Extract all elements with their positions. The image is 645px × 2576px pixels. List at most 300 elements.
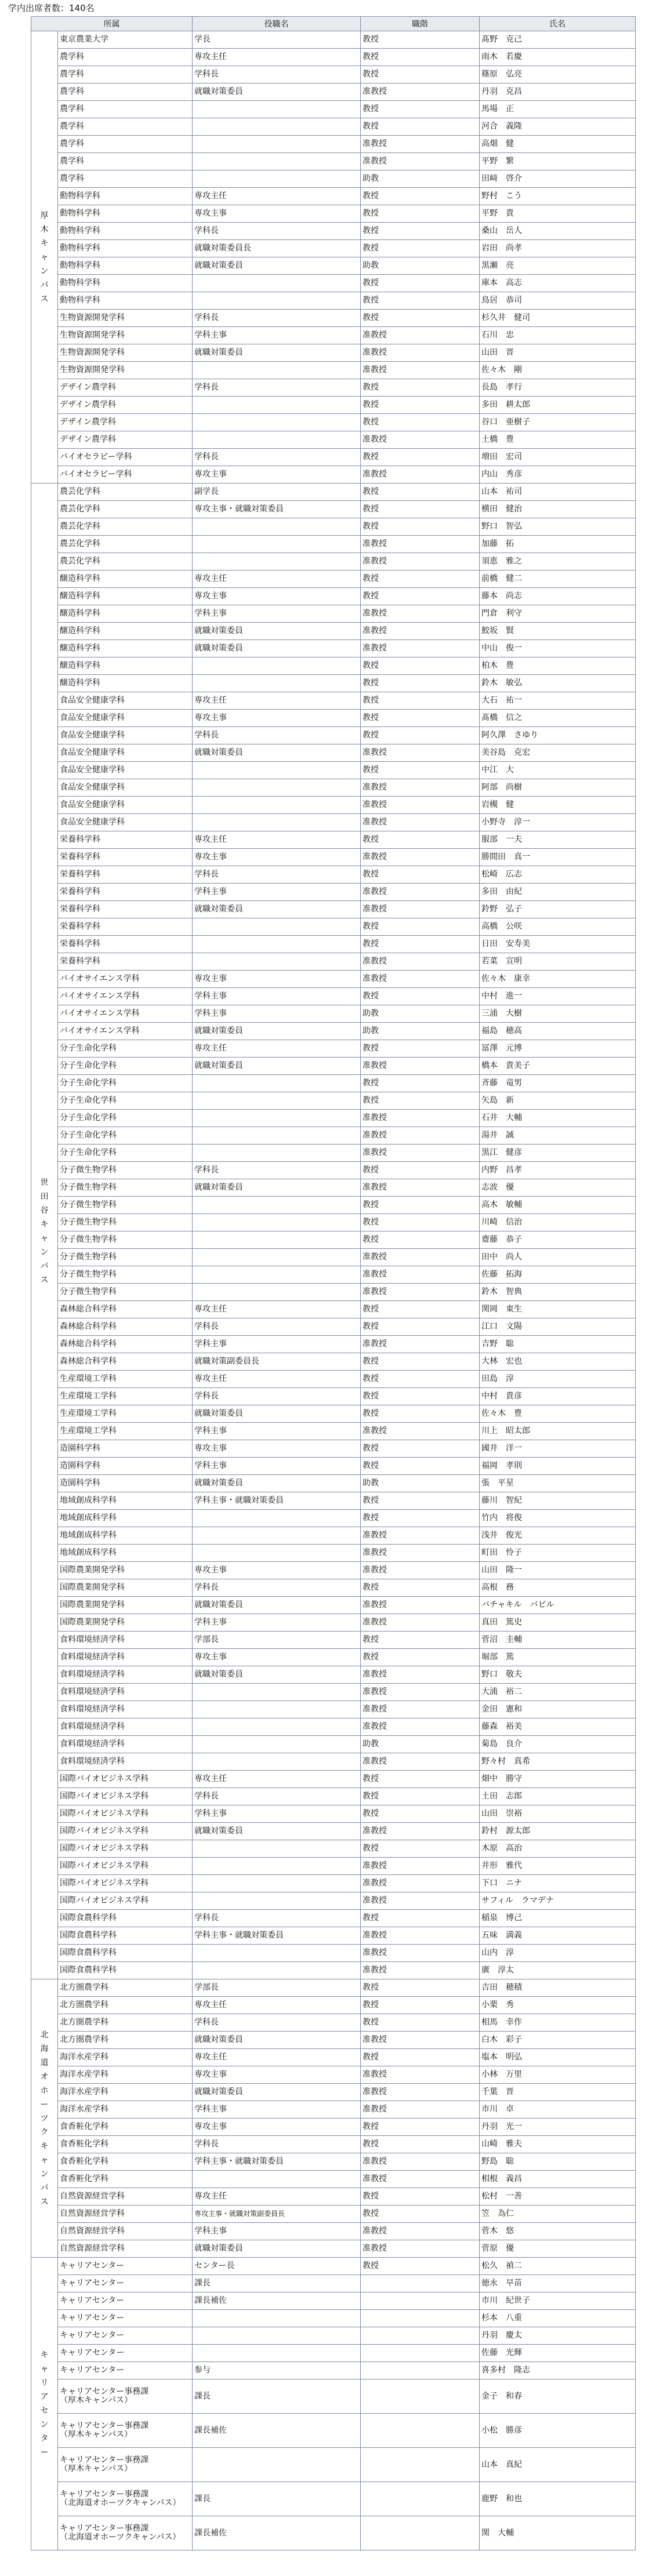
rank-cell: 教授 <box>361 205 480 223</box>
title-cell <box>193 2171 361 2188</box>
title-cell <box>193 275 361 292</box>
rank-cell: 准教授 <box>361 1718 480 1736</box>
table-body <box>31 31 636 2550</box>
name-cell: 中江 大 <box>480 762 636 779</box>
name-cell: 吉野 聡 <box>480 1336 636 1353</box>
rank-cell: 教授 <box>361 1231 480 1249</box>
name-cell: 湯井 誠 <box>480 1127 636 1145</box>
name-cell: 杉久井 健司 <box>480 310 636 327</box>
title-cell <box>193 1127 361 1145</box>
title-cell: 学科主事 <box>193 1458 361 1475</box>
table-row <box>31 1858 636 1875</box>
rank-cell: 准教授 <box>361 640 480 657</box>
department-cell: バイオサイエンス学科 <box>58 988 193 1005</box>
department-line: キャリアセンター事務課 <box>60 2455 149 2465</box>
rank-cell: 教授 <box>361 657 480 675</box>
campus-group-cell <box>31 2258 58 2550</box>
table-row <box>31 1962 636 1979</box>
name-cell: 丹羽 克昌 <box>480 83 636 101</box>
department-cell: バイオサイエンス学科 <box>58 1005 193 1023</box>
table-row <box>31 1927 636 1945</box>
table-row <box>31 2032 636 2049</box>
campus-group-label: 北海道オホーツクキャンパス <box>40 2030 49 2207</box>
title-cell: 就職対策委員長 <box>193 240 361 257</box>
department-cell: 分子微生物学科 <box>58 1231 193 1249</box>
department-cell: 食料環境経済学科 <box>58 1701 193 1718</box>
name-cell: 山田 隆一 <box>480 1562 636 1579</box>
name-cell: 土橋 豊 <box>480 431 636 449</box>
department-cell: 地域創成科学科 <box>58 1545 193 1562</box>
table-row <box>31 257 636 275</box>
title-cell: 就職対策委員 <box>193 344 361 362</box>
rank-cell: 教授 <box>361 2014 480 2032</box>
rank-cell: 准教授 <box>361 2066 480 2084</box>
department-cell: 分子生命化学科 <box>58 1145 193 1162</box>
table-row <box>31 831 636 849</box>
table-row <box>31 2136 636 2153</box>
department-cell: 分子生命化学科 <box>58 1040 193 1058</box>
department-cell: 分子微生物学科 <box>58 1197 193 1214</box>
department-cell: 醸造科学科 <box>58 605 193 623</box>
name-cell: 大林 宏也 <box>480 1353 636 1371</box>
department-cell: 農芸化学科 <box>58 553 193 571</box>
table-row <box>31 118 636 136</box>
title-cell: 学科長 <box>193 1388 361 1405</box>
table-row <box>31 571 636 588</box>
department-cell: 動物科学科 <box>58 275 193 292</box>
department-cell: 分子微生物学科 <box>58 1266 193 1284</box>
name-cell: 黒江 健彦 <box>480 1145 636 1162</box>
title-cell: センター長 <box>193 2258 361 2275</box>
name-cell: 中山 俊一 <box>480 640 636 657</box>
name-cell: 野口 智弘 <box>480 518 636 536</box>
title-cell: 専攻主任 <box>193 1371 361 1388</box>
department-cell: 自然資源経営学科 <box>58 2240 193 2258</box>
table-row <box>31 814 636 831</box>
rank-cell: 教授 <box>361 188 480 205</box>
table-row <box>31 1579 636 1597</box>
rank-cell <box>361 2379 480 2414</box>
table-row <box>31 1023 636 1040</box>
department-line: （厚木キャンパス） <box>60 2464 133 2473</box>
table-row <box>31 2101 636 2119</box>
table-row <box>31 849 636 866</box>
name-cell: 前橋 健二 <box>480 571 636 588</box>
rank-cell: 教授 <box>361 1492 480 1510</box>
department-cell: 農学科 <box>58 83 193 101</box>
department-cell: 分子生命化学科 <box>58 1127 193 1145</box>
department-cell: 分子生命化学科 <box>58 1092 193 1110</box>
rank-cell: 准教授 <box>361 1945 480 1962</box>
department-cell: 分子生命化学科 <box>58 1075 193 1092</box>
department-cell: 生物資源開発学科 <box>58 310 193 327</box>
department-cell: 農芸化学科 <box>58 536 193 553</box>
department-cell: 栄養科学科 <box>58 849 193 866</box>
title-cell <box>193 1701 361 1718</box>
campus-group-cell <box>31 484 58 1979</box>
department-cell: 海洋水産学科 <box>58 2049 193 2066</box>
department-cell: 生産環境工学科 <box>58 1423 193 1440</box>
department-cell: 食品安全健康学科 <box>58 692 193 710</box>
rank-cell: 准教授 <box>361 814 480 831</box>
title-cell: 学科長 <box>193 379 361 397</box>
rank-cell <box>361 2482 480 2516</box>
department-cell: 食品安全健康学科 <box>58 762 193 779</box>
title-cell <box>193 1214 361 1231</box>
title-cell: 学科長 <box>193 1788 361 1805</box>
name-cell: 岩田 尚孝 <box>480 240 636 257</box>
rank-cell: 教授 <box>361 449 480 466</box>
rank-cell: 助教 <box>361 1475 480 1492</box>
table-row <box>31 170 636 188</box>
title-cell <box>193 136 361 153</box>
department-cell: 栄養科学科 <box>58 918 193 936</box>
table-row <box>31 223 636 240</box>
table-row <box>31 1145 636 1162</box>
table-row <box>31 1371 636 1388</box>
table-row <box>31 1649 636 1666</box>
title-cell: 学科主事・就職対策委員 <box>193 1492 361 1510</box>
title-cell: 学科長 <box>193 1162 361 1179</box>
rank-cell: 教授 <box>361 918 480 936</box>
department-cell: 農学科 <box>58 101 193 118</box>
rank-cell: 教授 <box>361 414 480 431</box>
name-cell: 喜多村 隆志 <box>480 2362 636 2379</box>
name-cell: 畑中 勝守 <box>480 1771 636 1788</box>
department-cell: 食品安全健康学科 <box>58 779 193 797</box>
department-line: （厚木キャンパス） <box>60 2430 133 2439</box>
name-cell: 髙橋 信之 <box>480 710 636 727</box>
name-cell: 大浦 裕二 <box>480 1684 636 1701</box>
rank-cell: 准教授 <box>361 1423 480 1440</box>
department-cell: 醸造科学科 <box>58 588 193 605</box>
name-cell: 菅原 優 <box>480 2240 636 2258</box>
title-cell: 学科長 <box>193 66 361 83</box>
department-cell: 動物科学科 <box>58 240 193 257</box>
table-row <box>31 1231 636 1249</box>
table-row <box>31 1875 636 1892</box>
name-cell: 平野 貴 <box>480 205 636 223</box>
title-cell: 課長補佐 <box>193 2516 361 2550</box>
department-cell: 国際バイオビジネス学科 <box>58 1858 193 1875</box>
department-cell: 動物科学科 <box>58 292 193 310</box>
name-cell: 川崎 信治 <box>480 1214 636 1231</box>
rank-cell: 教授 <box>361 1440 480 1458</box>
name-cell: 横田 健治 <box>480 501 636 518</box>
title-cell: 専攻主事 <box>193 1562 361 1579</box>
name-cell: 相馬 幸作 <box>480 2014 636 2032</box>
name-cell: 野島 聡 <box>480 2153 636 2171</box>
department-cell: 栄養科学科 <box>58 831 193 849</box>
table-row <box>31 205 636 223</box>
name-cell: 志波 優 <box>480 1179 636 1197</box>
table-row <box>31 1162 636 1179</box>
name-cell: 山内 淳 <box>480 1945 636 1962</box>
name-cell: 冨澤 元博 <box>480 1040 636 1058</box>
title-cell: 学科長 <box>193 2014 361 2032</box>
column-header-name: 氏名 <box>480 17 636 31</box>
department-cell: 森林総合科学科 <box>58 1318 193 1336</box>
department-cell: 国際バイオビジネス学科 <box>58 1875 193 1892</box>
name-cell: 鳥居 恭司 <box>480 292 636 310</box>
name-cell: 國井 洋一 <box>480 1440 636 1458</box>
table-row <box>31 1666 636 1684</box>
name-cell: 門倉 利守 <box>480 605 636 623</box>
table-row <box>31 1127 636 1145</box>
name-cell: 山本 真紀 <box>480 2448 636 2482</box>
name-cell: 松久 禎二 <box>480 2258 636 2275</box>
rank-cell: 准教授 <box>361 971 480 988</box>
table-row <box>31 1788 636 1805</box>
name-cell: 藤川 智紀 <box>480 1492 636 1510</box>
department-cell: 動物科学科 <box>58 188 193 205</box>
rank-cell: 准教授 <box>361 623 480 640</box>
rank-cell: 准教授 <box>361 1858 480 1875</box>
rank-cell: 教授 <box>361 710 480 727</box>
title-cell: 副学長 <box>193 484 361 501</box>
title-cell <box>193 1736 361 1753</box>
rank-cell: 准教授 <box>361 1701 480 1718</box>
title-cell: 学科長 <box>193 223 361 240</box>
title-cell <box>193 1145 361 1162</box>
department-line: （厚木キャンパス） <box>60 2396 133 2405</box>
title-cell: 課長補佐 <box>193 2292 361 2310</box>
title-cell: 学科主事・就職対策委員 <box>193 2153 361 2171</box>
title-cell: 就職対策委員 <box>193 744 361 762</box>
rank-cell: 准教授 <box>361 136 480 153</box>
rank-cell: 教授 <box>361 675 480 692</box>
department-cell: 醸造科学科 <box>58 657 193 675</box>
rank-cell: 助教 <box>361 257 480 275</box>
department-cell: 国際食農科学科 <box>58 1910 193 1927</box>
department-cell: 栄養科学科 <box>58 866 193 884</box>
title-cell: 専攻主任 <box>193 1301 361 1318</box>
name-cell: 山田 晋 <box>480 344 636 362</box>
rank-cell <box>361 2414 480 2448</box>
table-row <box>31 2223 636 2240</box>
name-cell: 石井 大輔 <box>480 1110 636 1127</box>
title-cell <box>193 762 361 779</box>
table-row <box>31 2292 636 2310</box>
department-cell: 食料環境経済学科 <box>58 1736 193 1753</box>
table-row <box>31 1823 636 1840</box>
title-cell <box>193 431 361 449</box>
name-cell: 野々村 真希 <box>480 1753 636 1771</box>
rank-cell: 教授 <box>361 692 480 710</box>
department-cell: 国際農業開発学科 <box>58 1614 193 1632</box>
title-cell: 学科主事・就職対策委員 <box>193 1927 361 1945</box>
column-header-affiliation: 所属 <box>31 17 193 31</box>
title-cell: 学科主事 <box>193 1336 361 1353</box>
campus-group-cell <box>31 31 58 484</box>
department-cell: 国際バイオビジネス学科 <box>58 1788 193 1805</box>
name-cell: 若菜 宣明 <box>480 953 636 971</box>
rank-cell: 教授 <box>361 31 480 49</box>
title-cell: 学科主事 <box>193 2223 361 2240</box>
name-cell: 浅井 俊光 <box>480 1527 636 1545</box>
title-cell: 学科長 <box>193 449 361 466</box>
title-cell <box>193 2327 361 2345</box>
name-cell: 高橋 公咲 <box>480 918 636 936</box>
department-cell: 北方圏農学科 <box>58 1979 193 1997</box>
title-cell: 専攻主任 <box>193 831 361 849</box>
name-cell: 福島 穂高 <box>480 1023 636 1040</box>
table-row <box>31 1945 636 1962</box>
name-cell: 内山 秀彦 <box>480 466 636 484</box>
rank-cell: 准教授 <box>361 1597 480 1614</box>
title-cell <box>193 118 361 136</box>
rank-cell: 教授 <box>361 275 480 292</box>
name-cell: 中村 貴彦 <box>480 1388 636 1405</box>
name-cell: 野口 敬夫 <box>480 1666 636 1684</box>
name-cell: 稲泉 博己 <box>480 1910 636 1927</box>
title-cell <box>193 1718 361 1736</box>
title-cell: 専攻主事・就職対策副委員長 <box>193 2206 361 2223</box>
department-cell: 動物科学科 <box>58 205 193 223</box>
table-row <box>31 1527 636 1545</box>
name-cell: 田島 淳 <box>480 1371 636 1388</box>
rank-cell: 准教授 <box>361 1266 480 1284</box>
rank-cell: 助教 <box>361 170 480 188</box>
name-cell: 竹内 将俊 <box>480 1510 636 1527</box>
name-cell: 谷口 亜樹子 <box>480 414 636 431</box>
rank-cell: 教授 <box>361 310 480 327</box>
rank-cell: 教授 <box>361 1840 480 1858</box>
title-cell: 就職対策委員 <box>193 1823 361 1840</box>
table-row <box>31 397 636 414</box>
table-row <box>31 1284 636 1301</box>
title-cell: 学長 <box>193 31 361 49</box>
rank-cell: 教授 <box>361 1510 480 1527</box>
column-header-rank: 職階 <box>361 17 480 31</box>
title-cell <box>193 362 361 379</box>
department-cell: 森林総合科学科 <box>58 1353 193 1371</box>
name-cell: 高畑 健 <box>480 136 636 153</box>
name-cell: 藤本 尚志 <box>480 588 636 605</box>
name-cell: 真田 篤史 <box>480 1614 636 1632</box>
name-cell: 丹羽 慶太 <box>480 2327 636 2345</box>
rank-cell: 教授 <box>361 936 480 953</box>
name-cell: 小栗 秀 <box>480 1997 636 2014</box>
department-cell: バイオセラピー学科 <box>58 466 193 484</box>
rank-cell: 准教授 <box>361 327 480 344</box>
department-cell: キャリアセンター <box>58 2327 193 2345</box>
name-cell: 鈴野 弘子 <box>480 901 636 918</box>
name-cell: 松村 一善 <box>480 2188 636 2206</box>
department-cell: 自然資源経営学科 <box>58 2188 193 2206</box>
campus-group-label: キャリアセンター <box>40 2350 49 2457</box>
name-cell: 笠 為仁 <box>480 2206 636 2223</box>
department-cell: 国際農業開発学科 <box>58 1579 193 1597</box>
table-row <box>31 1058 636 1075</box>
department-cell: 生物資源開発学科 <box>58 344 193 362</box>
name-cell: 佐々木 康幸 <box>480 971 636 988</box>
table-row <box>31 1718 636 1736</box>
title-cell <box>193 1545 361 1562</box>
column-header-title: 役職名 <box>193 17 361 31</box>
rank-cell: 准教授 <box>361 1249 480 1266</box>
table-row <box>31 1597 636 1614</box>
name-cell: 雨木 若慶 <box>480 49 636 66</box>
name-cell: 相根 義昌 <box>480 2171 636 2188</box>
rank-cell: 教授 <box>361 2206 480 2223</box>
department-cell: 国際バイオビジネス学科 <box>58 1840 193 1858</box>
title-cell <box>193 1840 361 1858</box>
table-row <box>31 1492 636 1510</box>
department-cell: 農芸化学科 <box>58 484 193 501</box>
name-cell: 木原 高治 <box>480 1840 636 1858</box>
title-cell: 学科主事 <box>193 1614 361 1632</box>
table-row <box>31 49 636 66</box>
rank-cell <box>361 2448 480 2482</box>
title-cell <box>193 2448 361 2482</box>
department-cell: デザイン農学科 <box>58 414 193 431</box>
campus-group-cell <box>31 1979 58 2258</box>
name-cell: 小野寺 淳一 <box>480 814 636 831</box>
table-row <box>31 2014 636 2032</box>
name-cell: 阿久澤 さゆり <box>480 727 636 744</box>
department-cell: 食料環境経済学科 <box>58 1753 193 1771</box>
title-cell: 課長 <box>193 2275 361 2292</box>
title-cell <box>193 1962 361 1979</box>
table-row <box>31 449 636 466</box>
table-row <box>31 2084 636 2101</box>
campus-group-label: 世田谷キャンパス <box>40 1178 49 1285</box>
rank-cell: 教授 <box>361 1318 480 1336</box>
name-cell: 五味 満義 <box>480 1927 636 1945</box>
title-cell <box>193 1092 361 1110</box>
rank-cell: 准教授 <box>361 1666 480 1684</box>
table-row <box>31 275 636 292</box>
rank-cell: 教授 <box>361 1197 480 1214</box>
rank-cell: 教授 <box>361 1353 480 1371</box>
title-cell <box>193 414 361 431</box>
title-cell: 専攻主事 <box>193 849 361 866</box>
name-cell: 土田 志郎 <box>480 1788 636 1805</box>
department-cell: 生産環境工学科 <box>58 1405 193 1423</box>
table-row <box>31 153 636 170</box>
rank-cell: 教授 <box>361 1805 480 1823</box>
department-cell: キャリアセンター <box>58 2292 193 2310</box>
title-cell <box>193 1266 361 1284</box>
rank-cell: 准教授 <box>361 1179 480 1197</box>
table-row <box>31 2119 636 2136</box>
table-row <box>31 1249 636 1266</box>
table-row <box>31 1892 636 1910</box>
name-cell: 阿部 尚樹 <box>480 779 636 797</box>
rank-cell: 准教授 <box>361 1562 480 1579</box>
title-cell <box>193 1684 361 1701</box>
title-cell: 参与 <box>193 2362 361 2379</box>
table-row <box>31 866 636 884</box>
table-row <box>31 988 636 1005</box>
title-cell <box>193 397 361 414</box>
name-cell: 内野 昌孝 <box>480 1162 636 1179</box>
rank-cell: 教授 <box>361 1162 480 1179</box>
table-row <box>31 918 636 936</box>
department-cell: 食料環境経済学科 <box>58 1684 193 1701</box>
title-cell <box>193 657 361 675</box>
department-cell: 造園科学科 <box>58 1475 193 1492</box>
name-cell: 丹羽 光一 <box>480 2119 636 2136</box>
name-cell: 鈴木 敏弘 <box>480 675 636 692</box>
title-cell: 専攻主任 <box>193 49 361 66</box>
rank-cell: 教授 <box>361 1371 480 1388</box>
rank-cell: 准教授 <box>361 1823 480 1840</box>
table-row <box>31 240 636 257</box>
table-row <box>31 884 636 901</box>
name-cell: 小松 勝彦 <box>480 2414 636 2448</box>
